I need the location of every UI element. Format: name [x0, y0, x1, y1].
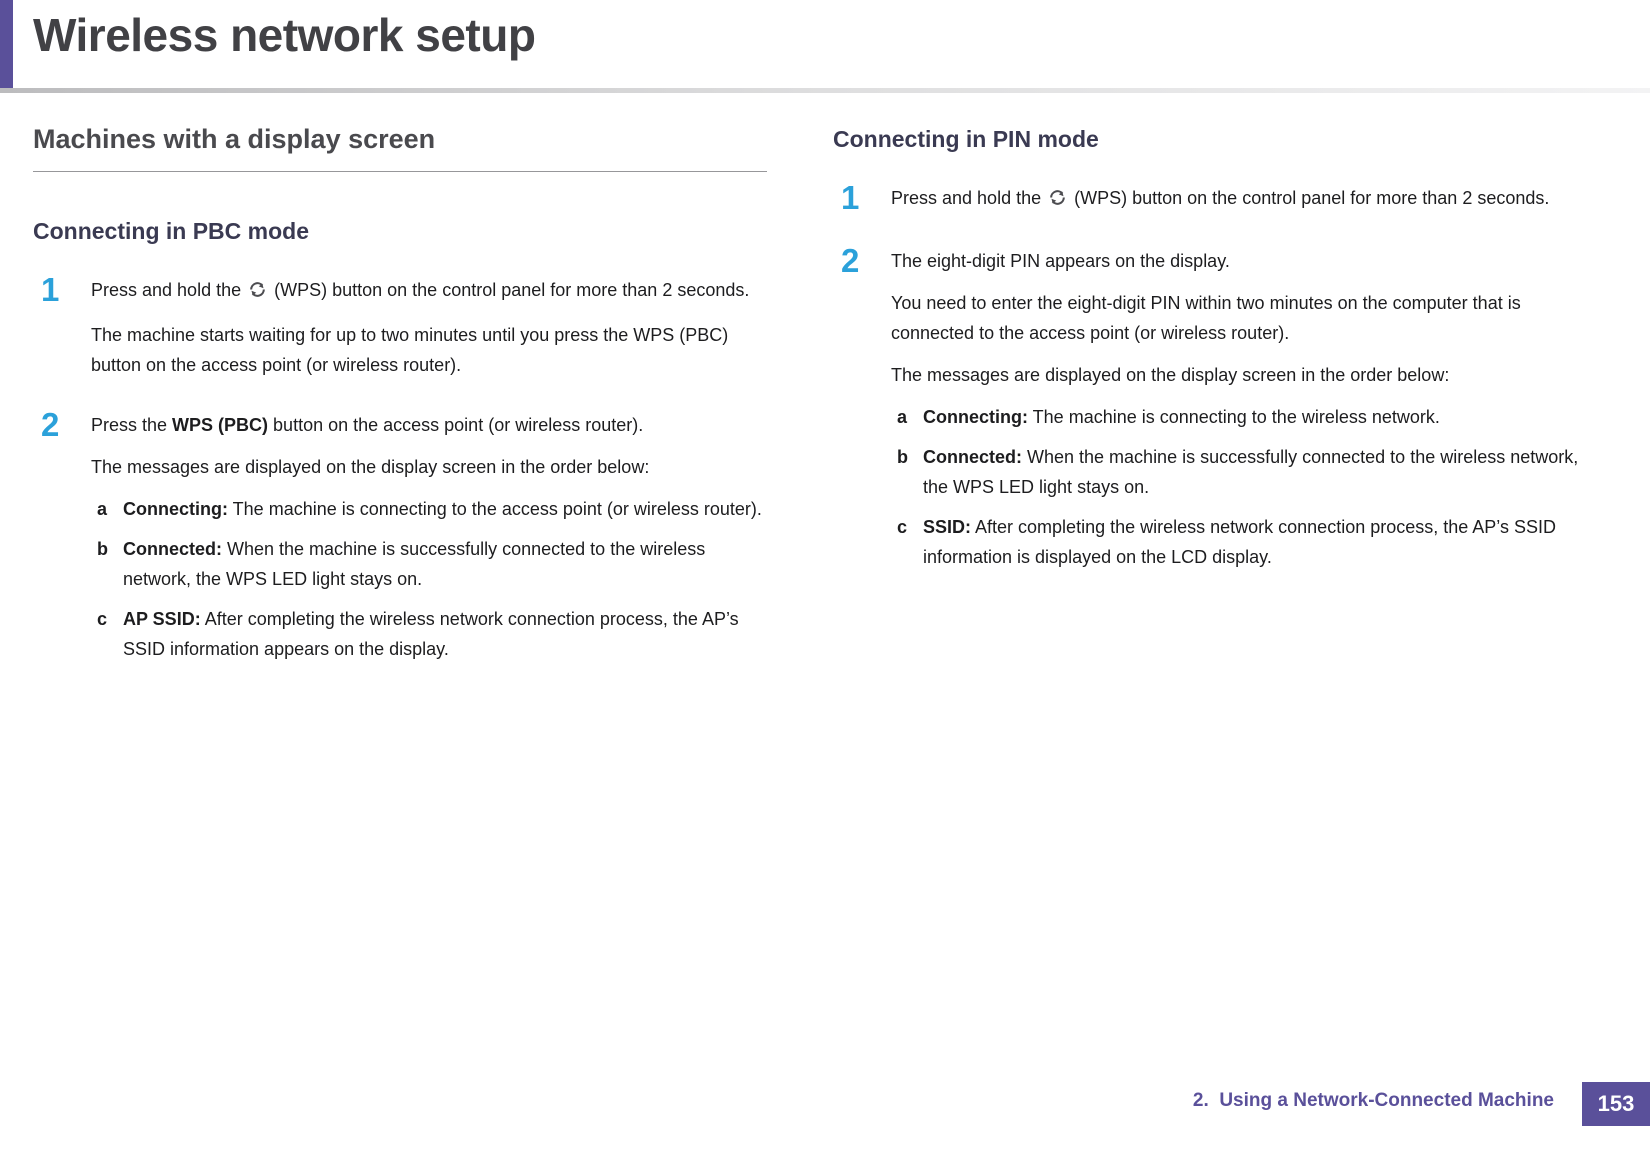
list-item: [891, 402, 1606, 432]
step-sublist: [891, 402, 1606, 572]
list-item-body: The machine is connecting to the access point (or wireless router).: [228, 499, 762, 519]
step-body: [91, 410, 767, 674]
list-item-label: Connecting:: [123, 499, 228, 519]
step-text: [91, 275, 767, 308]
step: [33, 271, 767, 380]
column-left: [33, 118, 767, 674]
step-number: 2: [41, 406, 60, 443]
step-number: 1: [841, 179, 860, 216]
step-text: The eight-digit PIN appears on the display.: [891, 251, 1230, 271]
step-text-pre: Press and hold the: [891, 188, 1047, 208]
list-item-letter: c: [97, 609, 108, 629]
list-item-label: Connected:: [123, 539, 222, 559]
list-item-body: When the machine is successfully connected to the wireless network, the WPS LED light stays on.: [923, 447, 1579, 497]
accent-bar: [0, 0, 13, 88]
list-item-label: Connected:: [923, 447, 1022, 467]
step-paragraph: You need to enter the eight-digit PIN within two minutes on the computer that is connected to the access point (or wireless router).: [891, 293, 1521, 343]
step-text: [91, 410, 767, 440]
list-item-body: After completing the wireless network connection process, the AP’s SSID information appears on the display.: [123, 609, 739, 659]
list-item-label: AP SSID:: [123, 609, 201, 629]
wps-icon: [248, 278, 267, 308]
step-paragraph: The machine starts waiting for up to two minutes until you press the WPS (PBC) button on the access point (or wireless router).: [91, 325, 729, 375]
step-text-pre: Press the: [91, 415, 173, 435]
list-item-letter: b: [97, 539, 108, 559]
list-item-text: [923, 402, 1606, 432]
step: [33, 406, 767, 674]
step-body: [891, 246, 1606, 582]
list-item: [91, 534, 767, 594]
list-item-text: [123, 494, 767, 524]
step-text-bold: WPS (PBC): [172, 415, 269, 435]
list-item-body: When the machine is successfully connected to the wireless network, the WPS LED light stays on.: [123, 539, 706, 589]
list-item-letter: b: [897, 447, 908, 467]
header-divider: [0, 88, 1650, 93]
step-body: [891, 183, 1606, 216]
list-item-letter: a: [897, 407, 908, 427]
list-item-label: SSID:: [923, 517, 972, 537]
step-paragraph: The messages are displayed on the display screen in the order below:: [91, 457, 650, 477]
subsection-title-pin: Connecting in PIN mode: [833, 126, 1099, 152]
page-number-badge: 153: [1582, 1082, 1650, 1126]
list-item: [91, 604, 767, 664]
step-text-post: (WPS) button on the control panel for more than 2 seconds.: [269, 280, 750, 300]
page-title: Wireless network setup: [33, 9, 536, 61]
list-item: [891, 512, 1606, 572]
step-text: [891, 183, 1606, 216]
step-body: [91, 275, 767, 380]
step-text-post: (WPS) button on the control panel for more than 2 seconds.: [1069, 188, 1550, 208]
section-title: Machines with a display screen: [33, 124, 767, 172]
column-right: [833, 118, 1606, 674]
step-sublist: [91, 494, 767, 664]
list-item-body: After completing the wireless network connection process, the AP’s SSID information is displayed on the LCD display.: [923, 517, 1556, 567]
list-item-text: [923, 512, 1606, 572]
wps-icon: [1048, 186, 1067, 216]
step: [833, 179, 1606, 216]
footer-chapter-label: 2. Using a Network-Connected Machine: [1192, 1090, 1554, 1111]
step-text-pre: Press and hold the: [91, 280, 247, 300]
list-item-body: The machine is connecting to the wireless network.: [1028, 407, 1440, 427]
list-item: [91, 494, 767, 524]
step: [833, 242, 1606, 582]
list-item-text: [123, 604, 767, 664]
subsection-title-pbc: Connecting in PBC mode: [33, 218, 309, 244]
list-item-letter: a: [97, 499, 108, 519]
list-item-label: Connecting:: [923, 407, 1028, 427]
list-item-text: [123, 534, 767, 594]
list-item-letter: c: [897, 517, 908, 537]
content-columns: [33, 118, 1606, 674]
step-paragraph: The messages are displayed on the display screen in the order below:: [891, 365, 1450, 385]
step-number: 1: [41, 271, 60, 308]
list-item: [891, 442, 1606, 502]
step-text-post: button on the access point (or wireless router).: [268, 415, 644, 435]
list-item-text: [923, 442, 1606, 502]
step-number: 2: [841, 242, 860, 279]
